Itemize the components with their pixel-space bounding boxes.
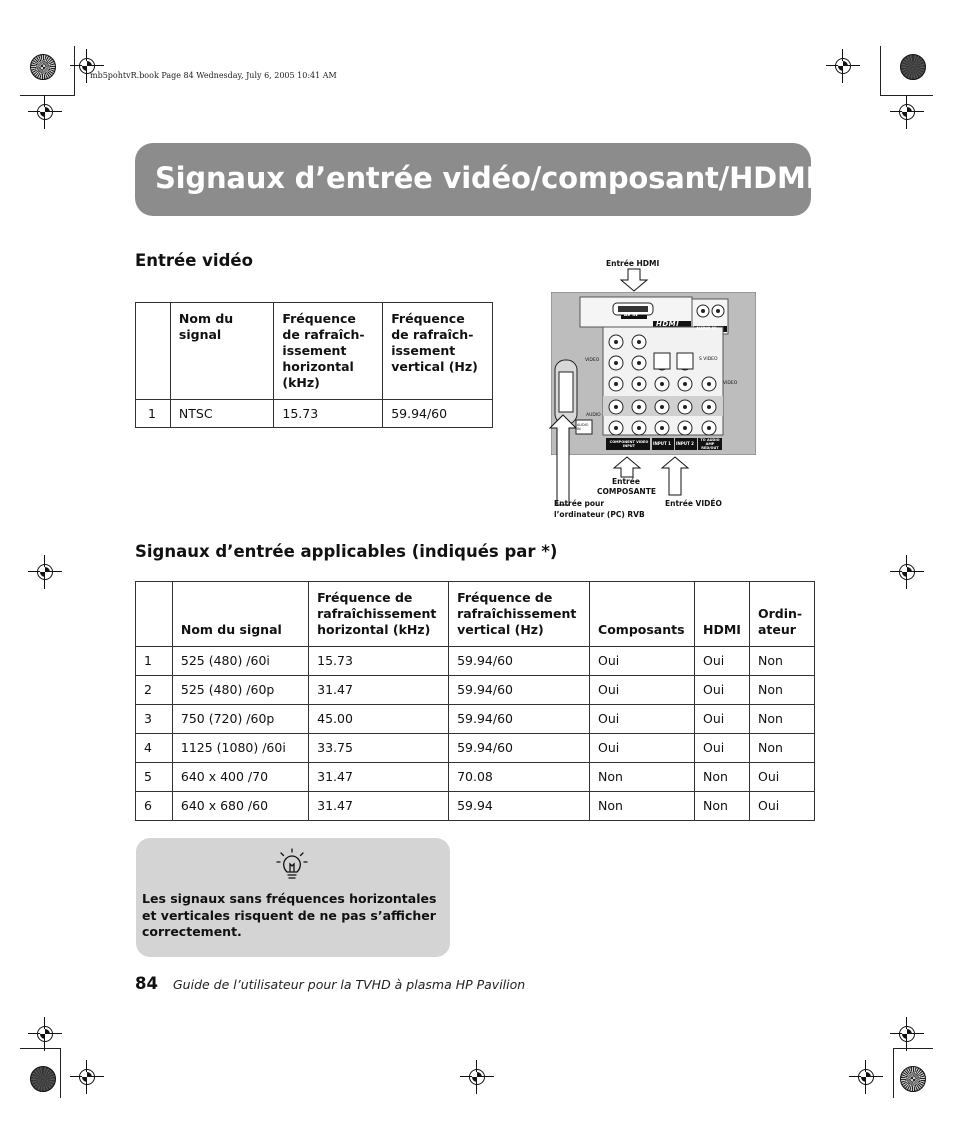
table-cell: 640 x 680 /60 xyxy=(172,792,308,821)
registration-mark-icon xyxy=(896,101,918,123)
registration-star-icon xyxy=(30,54,56,80)
pc-label-line2: l’ordinateur (PC) RVB xyxy=(554,510,645,519)
table-header-cell: Composants xyxy=(590,582,695,647)
table-cell: 15.73 xyxy=(274,400,383,428)
table-cell: 750 (720) /60p xyxy=(172,705,308,734)
table-header-cell: Ordin-ateur xyxy=(750,582,815,647)
table-row xyxy=(136,676,815,705)
table-header-cell: Nom du signal xyxy=(170,303,273,400)
table-header-cell: Fréquence de rafraîch-issement vertical (Hz) xyxy=(383,303,493,400)
page-number: 84 xyxy=(135,974,158,993)
table-cell: Non xyxy=(695,763,750,792)
table-header-cell: Fréquence de rafraîch-issement horizontal (kHz) xyxy=(274,303,383,400)
registration-mark-icon xyxy=(832,55,854,77)
registration-mark-icon xyxy=(34,561,56,583)
section-heading-video: Entrée vidéo xyxy=(135,251,253,270)
table-header-cell: Fréquence de rafraîchissement horizontal (kHz) xyxy=(309,582,449,647)
table-cell: 15.73 xyxy=(309,647,449,676)
table-header-cell xyxy=(136,303,171,400)
footer-text: Guide de l’utilisateur pour la TVHD à plasma HP Pavilion xyxy=(173,977,526,992)
table-cell: 31.47 xyxy=(309,676,449,705)
registration-star-icon xyxy=(30,1066,56,1092)
table-cell: 59.94 xyxy=(449,792,590,821)
table-header-cell: Fréquence de rafraîchissement vertical (Hz) xyxy=(449,582,590,647)
table-cell: 5 xyxy=(136,763,173,792)
hdmi-input-label: Entrée HDMI xyxy=(606,259,660,268)
registration-mark-icon xyxy=(896,1023,918,1045)
table-cell: 31.47 xyxy=(309,792,449,821)
print-header: mb5pohtvR.book Page 84 Wednesday, July 6, 2005 10:41 AM xyxy=(90,71,337,80)
component-label-line1: Entrée xyxy=(612,477,640,486)
table-cell: Non xyxy=(750,705,815,734)
audio-out-label: TO AUDIO AMP RED/OUT xyxy=(700,438,720,450)
table-cell: 59.94/60 xyxy=(449,705,590,734)
component-arrow-icon xyxy=(612,456,642,478)
video-input-label: Entrée VIDÉO xyxy=(665,499,722,508)
title-bar xyxy=(135,143,817,216)
table-row xyxy=(136,647,815,676)
tip-box xyxy=(136,838,450,957)
tip-text: Les signaux sans fréquences horizontales et verticales risquent de ne pas s’afficher correctement. xyxy=(142,891,437,939)
table-cell: Oui xyxy=(750,792,815,821)
component-video-input-label: COMPONENT VIDEO INPUT xyxy=(609,440,649,448)
table-row xyxy=(136,763,815,792)
av-in-label: AV IN xyxy=(624,313,638,318)
pc-label-line1: Entrée pour xyxy=(554,499,605,508)
input-2-label: INPUT 2 xyxy=(676,441,694,446)
table-cell: Non xyxy=(750,647,815,676)
registration-mark-icon xyxy=(466,1066,488,1088)
table-cell: 59.94/60 xyxy=(383,400,493,428)
table-cell: 31.47 xyxy=(309,763,449,792)
registration-mark-icon xyxy=(896,561,918,583)
table-cell: 1 xyxy=(136,647,173,676)
table-cell: 59.94/60 xyxy=(449,676,590,705)
table-row xyxy=(136,705,815,734)
table-cell: Oui xyxy=(695,734,750,763)
table-cell: 525 (480) /60i xyxy=(172,647,308,676)
table-cell: 70.08 xyxy=(449,763,590,792)
video-arrow-icon xyxy=(660,456,690,496)
table-row xyxy=(136,734,815,763)
table-cell: 1125 (1080) /60i xyxy=(172,734,308,763)
registration-star-icon xyxy=(900,1066,926,1092)
table-cell: 59.94/60 xyxy=(449,734,590,763)
table-cell: Non xyxy=(590,792,695,821)
s-video-label: S VIDEO xyxy=(699,357,718,362)
table-cell: 525 (480) /60p xyxy=(172,676,308,705)
lightbulb-icon xyxy=(276,848,308,882)
registration-mark-icon xyxy=(76,1066,98,1088)
input-1-label: INPUT 1 xyxy=(653,441,671,446)
table-cell: Non xyxy=(695,792,750,821)
table-row xyxy=(136,400,493,428)
registration-star-icon xyxy=(900,54,926,80)
table-header-cell: Nom du signal xyxy=(172,582,308,647)
component-label-line2: COMPOSANTE xyxy=(597,487,656,496)
table-cell: Oui xyxy=(590,734,695,763)
table-cell: 3 xyxy=(136,705,173,734)
audio-label: AUDIO xyxy=(586,413,601,418)
table-cell: NTSC xyxy=(170,400,273,428)
table-header-row xyxy=(136,303,493,400)
table-header-cell xyxy=(136,582,173,647)
table-cell: Oui xyxy=(590,676,695,705)
table-header-row xyxy=(136,582,815,647)
pc-arrow-icon xyxy=(548,414,578,506)
applicable-signal-table xyxy=(135,581,815,821)
registration-mark-icon xyxy=(34,1023,56,1045)
table-cell: 1 xyxy=(136,400,171,428)
table-row xyxy=(136,792,815,821)
registration-mark-icon xyxy=(34,101,56,123)
table-cell: 45.00 xyxy=(309,705,449,734)
table-cell: Non xyxy=(590,763,695,792)
table-cell: Oui xyxy=(695,647,750,676)
table-cell: Oui xyxy=(695,676,750,705)
table-cell: 640 x 400 /70 xyxy=(172,763,308,792)
table-cell: 59.94/60 xyxy=(449,647,590,676)
registration-mark-icon xyxy=(855,1066,877,1088)
page-title: Signaux d’entrée vidéo/composant/HDMI xyxy=(155,161,817,195)
table-header-cell: HDMI xyxy=(695,582,750,647)
video-signal-table xyxy=(135,302,493,428)
table-cell: Oui xyxy=(590,705,695,734)
audio-in-left-label: AUDIO IN xyxy=(577,423,589,431)
table-cell: Oui xyxy=(590,647,695,676)
table-cell: Oui xyxy=(695,705,750,734)
table-cell: 6 xyxy=(136,792,173,821)
section-heading-applicable: Signaux d’entrée applicables (indiqués par *) xyxy=(135,542,558,561)
audio-in-label: AUDIO IN xyxy=(696,326,717,331)
table-cell: Oui xyxy=(750,763,815,792)
video-left-label: VIDEO xyxy=(585,358,600,363)
table-cell: 4 xyxy=(136,734,173,763)
table-cell: 33.75 xyxy=(309,734,449,763)
table-cell: 2 xyxy=(136,676,173,705)
table-cell: Non xyxy=(750,676,815,705)
table-cell: Non xyxy=(750,734,815,763)
down-arrow-icon xyxy=(619,268,649,292)
video-right-label: VIDEO xyxy=(723,381,738,386)
hdmi-logo: HDMI xyxy=(656,320,680,328)
